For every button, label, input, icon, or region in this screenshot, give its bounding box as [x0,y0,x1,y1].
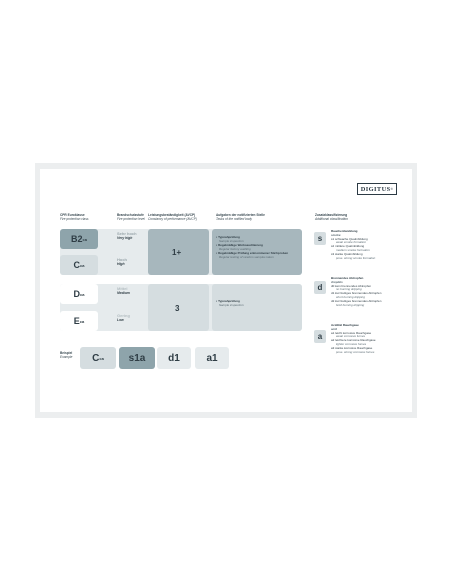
logo-text: DIGITUS [360,185,391,193]
example-smoke: s1a [119,347,155,369]
class-eca: E ca [60,311,98,331]
additional-droplets: Brennendes Abtropfen droplets d0 kein brennendes Abtropfen no burning dripping d1 kurzzeitiges brennendes Abtropfen short burning dripping d2 kurzzeitiges brennendes Abtropfen brief burning dripping [331,276,382,307]
header-cpr-class: CPR Euroklasse Fire protection class [60,213,89,221]
level-medium: Mittel Medium [117,286,130,295]
header-avcp: Leistungsbeständigkeit (AVCP) Constancy of performance (AVCP) [148,213,197,221]
tasks-bottom: ▪ Typnahprüfung Sample inspection [216,300,244,308]
level-high: Hoch High [117,257,127,266]
class-cca: C ca [60,255,98,275]
logo-mark: ® [390,187,394,191]
header-protection-level: Brandschutzstufe Fire protection level [117,213,145,221]
level-low: Gering Low [117,313,130,322]
letter-a: a [314,330,326,343]
additional-smoke: Rauchentwicklung smoke s1 schwache Qualmbildung weak smoke formation s2 mittlere Qualmbildung medium smoke formation s3 starke Qualmbildung poss. strong smoke formation [331,229,376,260]
class-dca: D ca [60,284,98,304]
avcp-3: 3 [175,304,180,313]
letter-d: d [314,281,326,294]
additional-acid: Acidität Rauchgase acid a1 leicht korrosive Rauchgase weak corrosive fumes a2 leichtere korrosive Rauchgase lighter corrosive fumes a3 starke korrosive Rauchgase poss. strong corrosive fumes [331,323,376,354]
letter-s: s [314,232,326,245]
avcp-1plus: 1+ [172,248,182,257]
tasks-top: ▪ Typnahprüfung Sample inspection ▪ Regelmäßige Werksauditierung Regular factory auditing ▪ Regelmäßige Prüfung entnommener Stichproben Regular testing of random samples taken [216,236,288,259]
example-droplets: d1 [157,347,191,369]
example-class: C ca [80,347,116,369]
header-additional: Zusatzklassifizierung Additional classification [315,213,348,221]
digitus-logo [357,183,397,195]
header-tasks: Aufgaben der notifizierten Stelle Tasks of the notified body [216,213,265,221]
level-very-high: Sehr hoch Very high [117,231,137,240]
class-b2ca: B2 ca [60,229,98,249]
example-label: Beispiel Example [60,351,73,359]
example-acid: a1 [195,347,229,369]
